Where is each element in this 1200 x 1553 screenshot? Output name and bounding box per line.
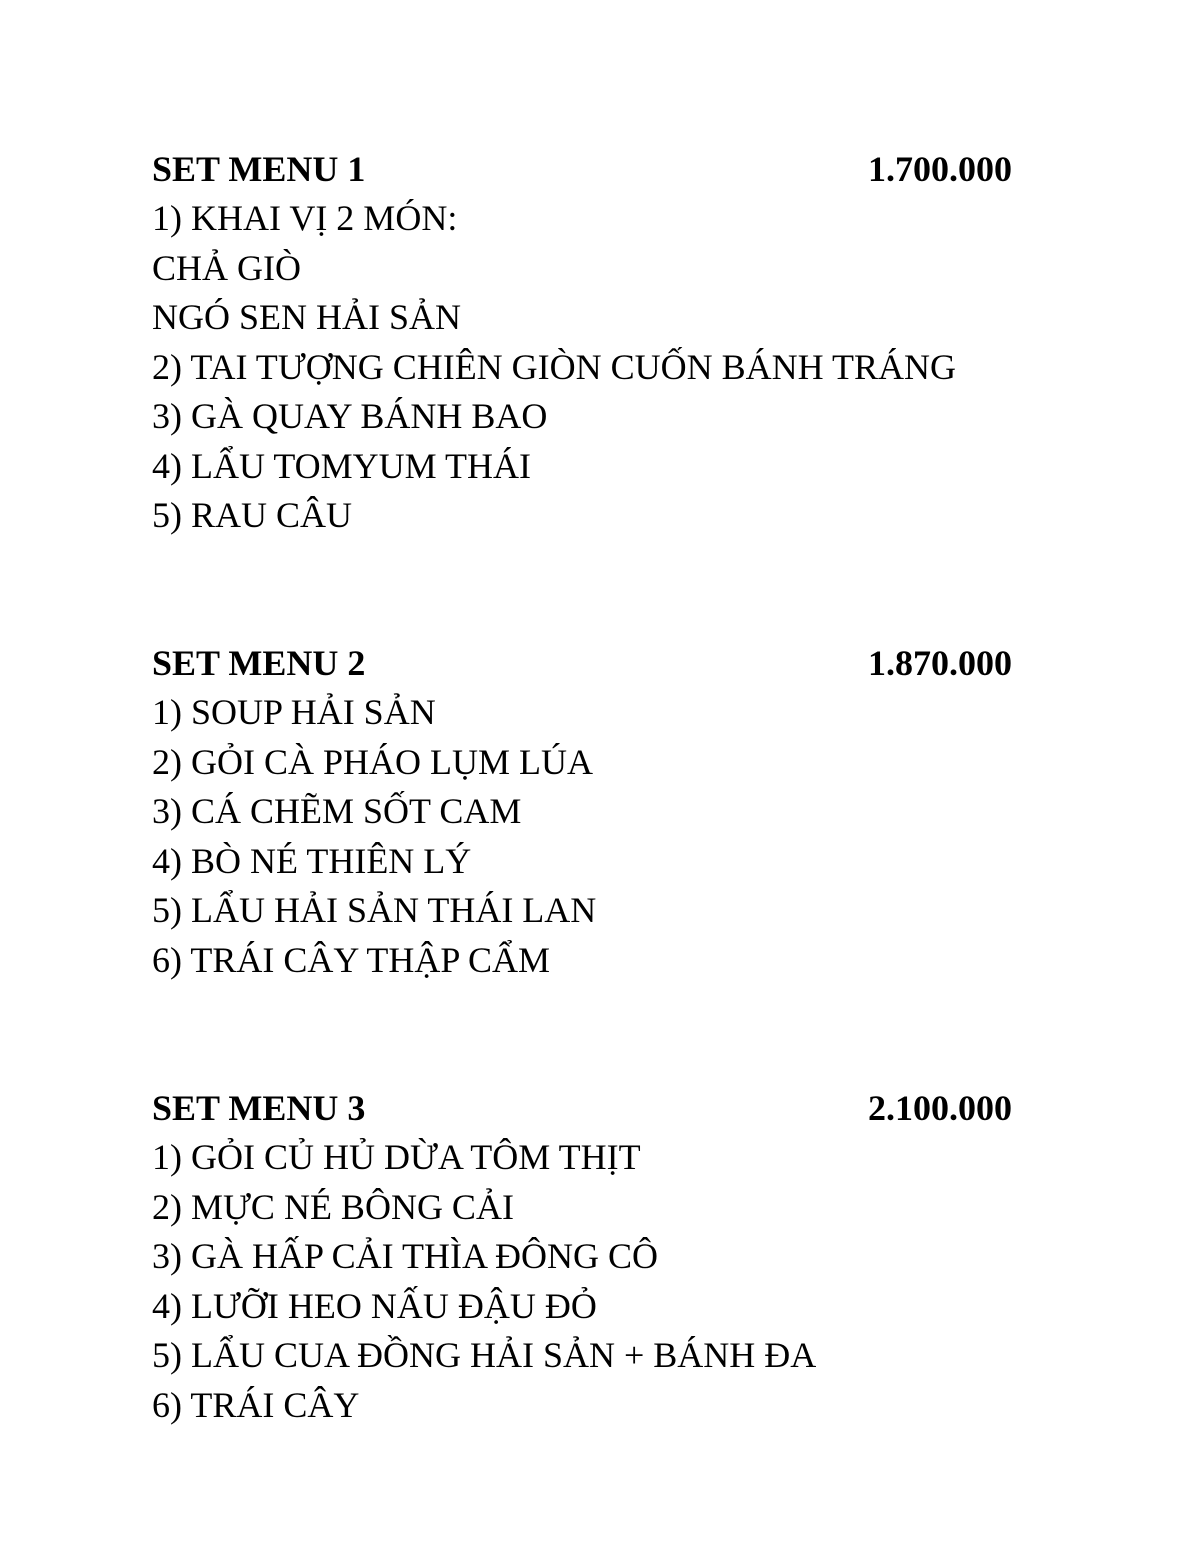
menu-header <box>152 1083 1032 1133</box>
menu-title: SET MENU 1 <box>152 149 366 189</box>
menu-item: 4) LƯỠI HEO NẤU ĐẬU ĐỎ <box>152 1285 597 1326</box>
menu-item: 6) TRÁI CÂY THẬP CẨM <box>152 939 551 980</box>
menu-price: 2.100.000 <box>868 1088 1012 1128</box>
menu-item: NGÓ SEN HẢI SẢN <box>152 297 462 337</box>
menu-header <box>152 638 1032 688</box>
menu-item: 2) TAI TƯỢNG CHIÊN GIÒN CUỐN BÁNH TRÁNG <box>152 346 957 387</box>
set-menu-2 <box>152 638 1032 985</box>
menu-item: 3) GÀ QUAY BÁNH BAO <box>152 396 548 436</box>
set-menu-3 <box>152 1083 1032 1430</box>
menu-item: 2) GỎI CÀ PHÁO LỤM LÚA <box>152 741 593 782</box>
menu-item: 5) LẨU HẢI SẢN THÁI LAN <box>152 890 597 930</box>
menu-item: 3) CÁ CHẼM SỐT CAM <box>152 791 522 831</box>
menu-price: 1.870.000 <box>868 643 1012 683</box>
menu-item: 5) RAU CÂU <box>152 495 353 535</box>
menu-item: 4) LẨU TOMYUM THÁI <box>152 445 532 486</box>
set-menu-1 <box>152 144 1032 541</box>
menu-item: 6) TRÁI CÂY <box>152 1384 360 1425</box>
menu-item: 1) KHAI VỊ 2 MÓN: <box>152 198 458 238</box>
menu-title: SET MENU 3 <box>152 1088 366 1128</box>
menu-item: CHẢ GIÒ <box>152 247 301 288</box>
menu-item: 5) LẨU CUA ĐỒNG HẢI SẢN + BÁNH ĐA <box>152 1335 817 1375</box>
menu-header <box>152 144 1032 194</box>
menu-item: 1) GỎI CỦ HỦ DỪA TÔM THỊT <box>152 1137 641 1177</box>
menu-title: SET MENU 2 <box>152 643 366 683</box>
menu-item: 2) MỰC NÉ BÔNG CẢI <box>152 1186 514 1227</box>
menu-item: 3) GÀ HẤP CẢI THÌA ĐÔNG CÔ <box>152 1236 659 1276</box>
menu-item: 4) BÒ NÉ THIÊN LÝ <box>152 840 472 881</box>
menu-price: 1.700.000 <box>868 149 1012 189</box>
menu-item: 1) SOUP HẢI SẢN <box>152 692 436 732</box>
